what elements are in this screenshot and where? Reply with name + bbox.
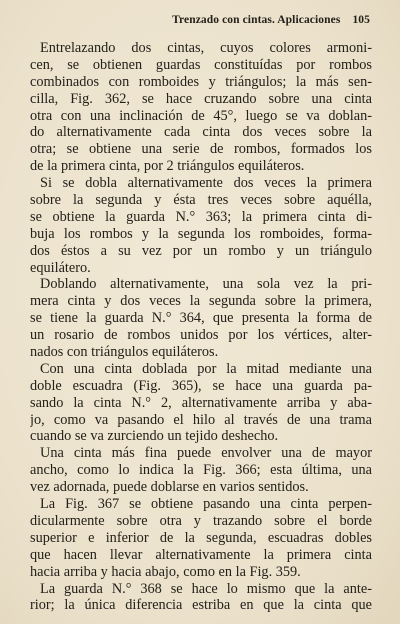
text-line: Doblando alternativamente, una sola vez la pri-: [40, 276, 372, 293]
text-line: sando la cinta N.° 2, alternativamente arriba y aba-: [30, 394, 372, 411]
text-line: buja los rombos y la segunda los romboides, forma-: [30, 225, 372, 242]
running-header: [30, 14, 370, 26]
running-title: Trenzado con cintas. Aplicaciones: [172, 14, 341, 26]
text-line: La Fig. 367 se obtiene pasando una cinta perpen-: [40, 496, 372, 513]
text-line: se obtiene la guarda N.° 363; la primera cinta di-: [30, 208, 372, 225]
text-line: equilátero.: [30, 259, 91, 276]
text-line: Con una cinta doblada por la mitad mediante una: [40, 360, 372, 377]
text-line: do alternativamente cada cinta dos veces sobre la: [30, 124, 372, 141]
body-text: [30, 40, 372, 614]
text-line: otra con una inclinación de 45°, luego se va doblan-: [30, 107, 372, 124]
text-line: Si se dobla alternativamente dos veces la primera: [40, 175, 372, 192]
text-line: jo, como va pasando el hilo al través de una trama: [30, 411, 372, 428]
text-line: vez adornada, puede doblarse en varios sentidos.: [30, 479, 309, 496]
text-line: nados con triángulos equiláteros.: [30, 344, 219, 361]
text-line: dos éstos a su vez por un rombo y un triángulo: [30, 242, 372, 259]
text-line: otra; se obtiene una serie de rombos, formados los: [30, 141, 372, 158]
text-line: doble escuadra (Fig. 365), se hace una guarda pa-: [30, 377, 372, 394]
text-line: de la primera cinta, por 2 triángulos equiláteros.: [30, 158, 305, 175]
text-line: sobre la segunda y ésta tres veces sobre aquélla,: [30, 192, 372, 209]
text-line: hacia arriba y hacia abajo, como en la Fig. 359.: [30, 563, 301, 580]
text-line: Entrelazando dos cintas, cuyos colores armoni-: [40, 40, 372, 56]
text-line: La guarda N.° 368 se hace lo mismo que la ante-: [40, 580, 372, 597]
text-line: mera cinta y dos veces la segunda sobre la primera,: [30, 293, 372, 310]
text-line: superior e inferior de la segunda, escuadras dobles: [30, 529, 372, 546]
text-line: que hacen llevar alternativamente la primera cinta: [30, 546, 372, 563]
text-line: rior; la única diferencia estriba en que la cinta que: [30, 597, 372, 614]
text-line: dicularmente sobre otra y trazando sobre el borde: [30, 512, 372, 529]
text-line: cen, se obtienen guardas constituídas por rombos: [30, 56, 372, 73]
text-line: se tiene la guarda N.° 364, que presenta la forma de: [30, 310, 372, 327]
text-line: un rosario de rombos unidos por los vértices, alter-: [30, 327, 372, 344]
page-number: 105: [352, 14, 370, 26]
text-line: cilla, Fig. 362, se hace cruzando sobre una cinta: [30, 90, 372, 107]
text-line: Una cinta más fina puede envolver una de mayor: [40, 445, 372, 462]
text-line: combinados con romboides y triángulos; la más sen-: [30, 73, 372, 90]
text-line: cuando se va zurciendo un tejido deshecho.: [30, 428, 279, 445]
text-line: ancho, como lo indica la Fig. 366; esta última, una: [30, 462, 372, 479]
